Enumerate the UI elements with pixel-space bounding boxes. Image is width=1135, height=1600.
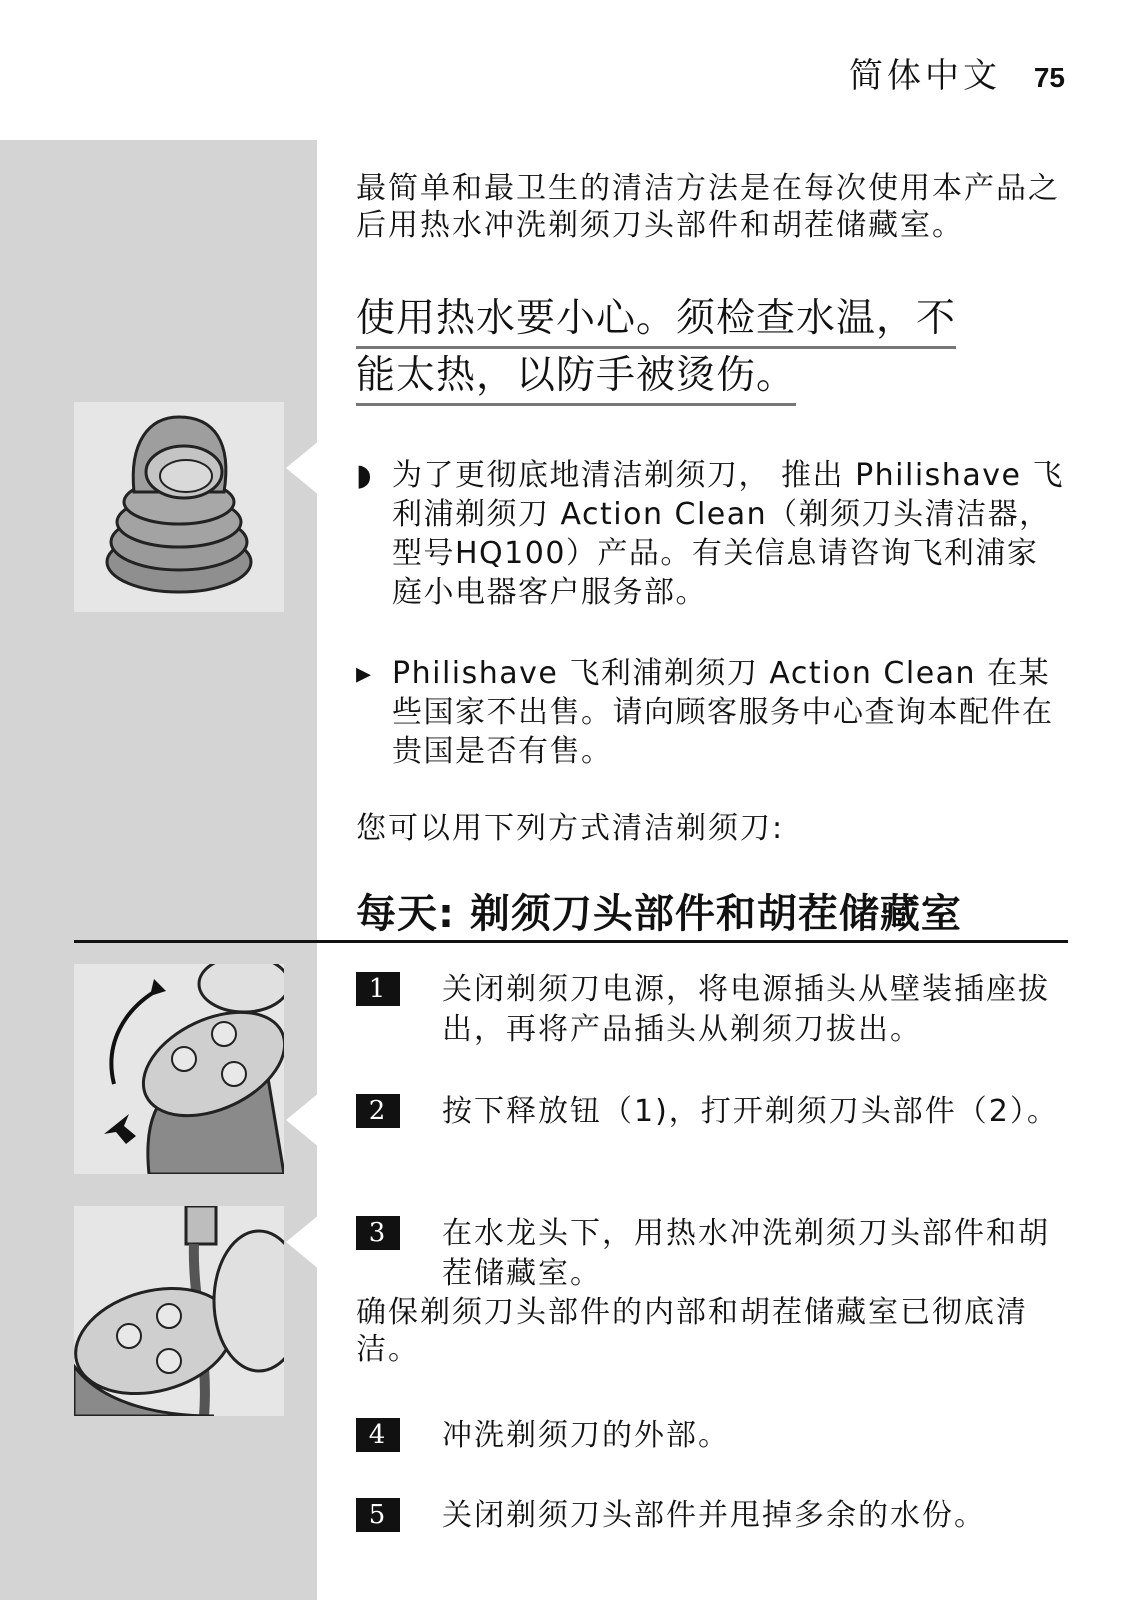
step-number: 1 [356,972,400,1006]
bullet-text: Philishave 飞利浦剃须刀 Action Clean 在某些国家不出售。请向顾客服务中心查询本配件在贵国是否有售。 [392,656,1054,769]
step-number: 2 [356,1094,400,1128]
bullet-text: 为了更彻底地清洁剃须刀， 推出 Philishave 飞利浦剃须刀 Action Clean（剃须刀头清洁器， 型号HQ100）产品。有关信息请咨询飞利浦家庭小电器客户服务部。 [392,458,1064,610]
bullet-item [356,456,1066,612]
step-item [356,1416,1066,1456]
step-text: 冲洗剃须刀的外部。 [442,1418,730,1453]
step-number: 4 [356,1418,400,1452]
illustration-pointer [286,1092,320,1148]
bullet-marker: ◗ [356,458,374,493]
step-text: 按下释放钮（1)，打开剃须刀头部件（2）。 [442,1094,1059,1129]
step-item [356,970,1066,1050]
step-text: 关闭剃须刀电源，将电源插头从壁装插座拔出，再将产品插头从剃须刀拔出。 [442,972,1050,1047]
warning-line-1: 使用热水要小心。须检查水温，不 [356,292,956,349]
warning-block [356,292,1046,406]
section-divider [74,940,1068,943]
illustration-pointer [286,1214,320,1270]
step-text: 在水龙头下，用热水冲洗剃须刀头部件和胡茬储藏室。 [442,1216,1050,1291]
step-item [356,1496,1066,1536]
section-title: 每天: 剃须刀头部件和胡茬储藏室 [356,891,962,937]
page-header [849,48,1065,97]
intro-paragraph: 最简单和最卫生的清洁方法是在每次使用本产品之后用热水冲洗剃须刀头部件和胡茬储藏室。 [356,171,1060,243]
step-3-note: 确保剃须刀头部件的内部和胡茬储藏室已彻底清洁。 [356,1295,1028,1367]
cleaner-illustration [74,402,284,612]
illustration-pointer [286,440,320,496]
step-item [356,1214,1066,1294]
action-clean-device-icon [74,402,284,612]
language-title: 简体中文 [849,56,1002,96]
bullet-marker: ▸ [356,656,373,691]
page-number: 75 [1033,62,1065,93]
step-number: 5 [356,1498,400,1532]
warning-line-2: 能太热，以防手被烫伤。 [356,349,796,406]
bullet-item [356,654,1066,771]
step-text: 关闭剃须刀头部件并甩掉多余的水份。 [442,1498,986,1533]
step-item [356,1092,1066,1132]
step-number: 3 [356,1216,400,1250]
open-shaving-head-icon [74,964,284,1174]
methods-intro: 您可以用下列方式清洁剃须刀: [356,811,785,846]
rinse-illustration [74,1206,284,1416]
open-head-illustration [74,964,284,1174]
rinse-under-tap-icon [74,1206,284,1416]
